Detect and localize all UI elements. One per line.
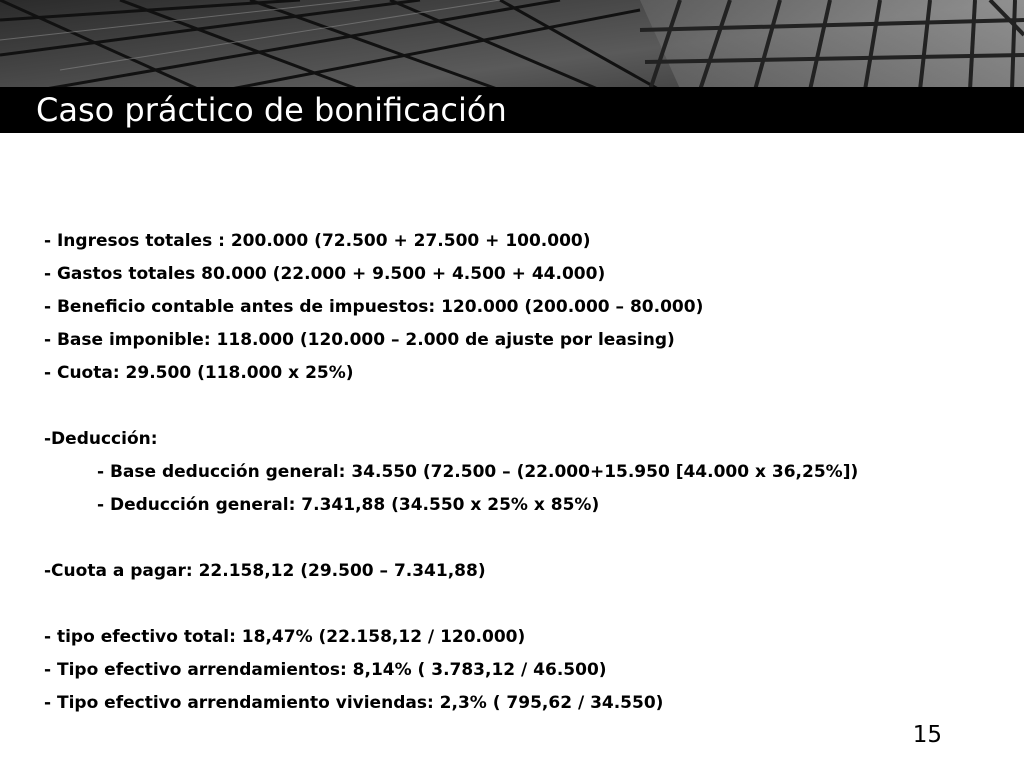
spacer bbox=[44, 591, 1004, 624]
slide-title: Caso práctico de bonificación bbox=[36, 91, 507, 129]
text-line-gastos: - Gastos totales 80.000 (22.000 + 9.500 + 4.500 + 44.000) bbox=[44, 264, 606, 284]
text-line-deduccion-general: - Deducción general: 7.341,88 (34.550 x 25% x 85%) bbox=[97, 495, 600, 515]
text-line-beneficio: - Beneficio contable antes de impuestos: 120.000 (200.000 – 80.000) bbox=[44, 297, 704, 317]
text-line-cuota: - Cuota: 29.500 (118.000 x 25%) bbox=[44, 363, 354, 383]
text-line-tipo-efectivo-arrendamientos: - Tipo efectivo arrendamientos: 8,14% ( 3.783,12 / 46.500) bbox=[44, 660, 607, 680]
text-line-base-imponible: - Base imponible: 118.000 (120.000 – 2.000 de ajuste por leasing) bbox=[44, 330, 675, 350]
text-line-cuota-a-pagar: -Cuota a pagar: 22.158,12 (29.500 – 7.341,88) bbox=[44, 561, 486, 581]
spacer bbox=[44, 393, 1004, 426]
text-line-deduccion-heading: -Deducción: bbox=[44, 429, 158, 449]
text-line-tipo-efectivo-viviendas: - Tipo efectivo arrendamiento viviendas: 2,3% ( 795,62 / 34.550) bbox=[44, 693, 664, 713]
spacer bbox=[44, 525, 1004, 558]
page-number: 15 bbox=[912, 722, 942, 748]
text-line-base-deduccion: - Base deducción general: 34.550 (72.500 – (22.000+15.950 [44.000 x 36,25%]) bbox=[97, 462, 859, 482]
text-line-tipo-efectivo-total: - tipo efectivo total: 18,47% (22.158,12 / 120.000) bbox=[44, 627, 526, 647]
slide-body bbox=[44, 228, 1004, 723]
text-line-ingresos: - Ingresos totales : 200.000 (72.500 + 27.500 + 100.000) bbox=[44, 231, 591, 251]
